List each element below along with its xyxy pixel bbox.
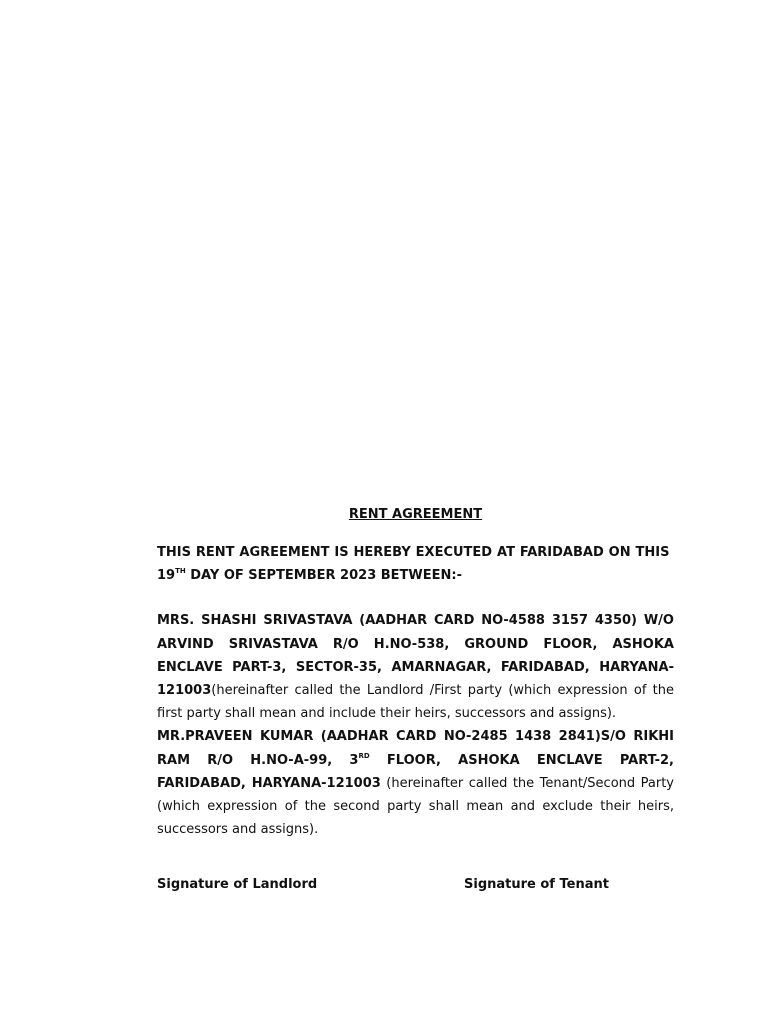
second-party-floor-suffix: RD (358, 751, 370, 760)
signature-row (157, 877, 674, 897)
document-title: RENT AGREEMENT (348, 507, 483, 522)
first-party-description: (hereinafter called the Landlord /First party (which expression of the first party shall mean and include their heirs, successors and assigns). (157, 683, 674, 722)
intro-line-2: DAY OF SEPTEMBER 2023 BETWEEN:- (190, 568, 462, 584)
intro-paragraph (157, 541, 674, 587)
first-party-paragraph (157, 609, 674, 725)
signature-tenant: Signature of Tenant (464, 877, 609, 893)
second-party-paragraph (157, 725, 674, 841)
second-party-details: MR.PRAVEEN KUMAR (AADHAR CARD NO-2485 1438 2841)S/O RIKHI RAM R/O H.NO-A-99, 3 (157, 729, 674, 768)
second-party-description: (hereinafter called the Tenant/Second Party (which expression of the second party shall mean and exclude their heirs, successors and assigns). (157, 775, 674, 838)
intro-day-suffix: TH (175, 567, 186, 576)
rent-agreement-document (157, 506, 674, 897)
signature-landlord: Signature of Landlord (157, 877, 318, 893)
intro-day: 19 (157, 568, 176, 584)
first-party-details: MRS. SHASHI SRIVASTAVA (AADHAR CARD NO-4588 3157 4350) W/O ARVIND SRIVASTAVA R/O H.NO-538, GROUND FLOOR, ASHOKA ENCLAVE PART-3, SECTOR-35, AMARNAGAR, FARIDABAD, HARYANA-121003 (157, 613, 674, 699)
intro-line-1: THIS RENT AGREEMENT IS HEREBY EXECUTED AT FARIDABAD ON THIS (157, 545, 670, 560)
second-party-address: FLOOR, ASHOKA ENCLAVE PART-2, FARIDABAD, HARYANA-121003 (157, 752, 674, 791)
